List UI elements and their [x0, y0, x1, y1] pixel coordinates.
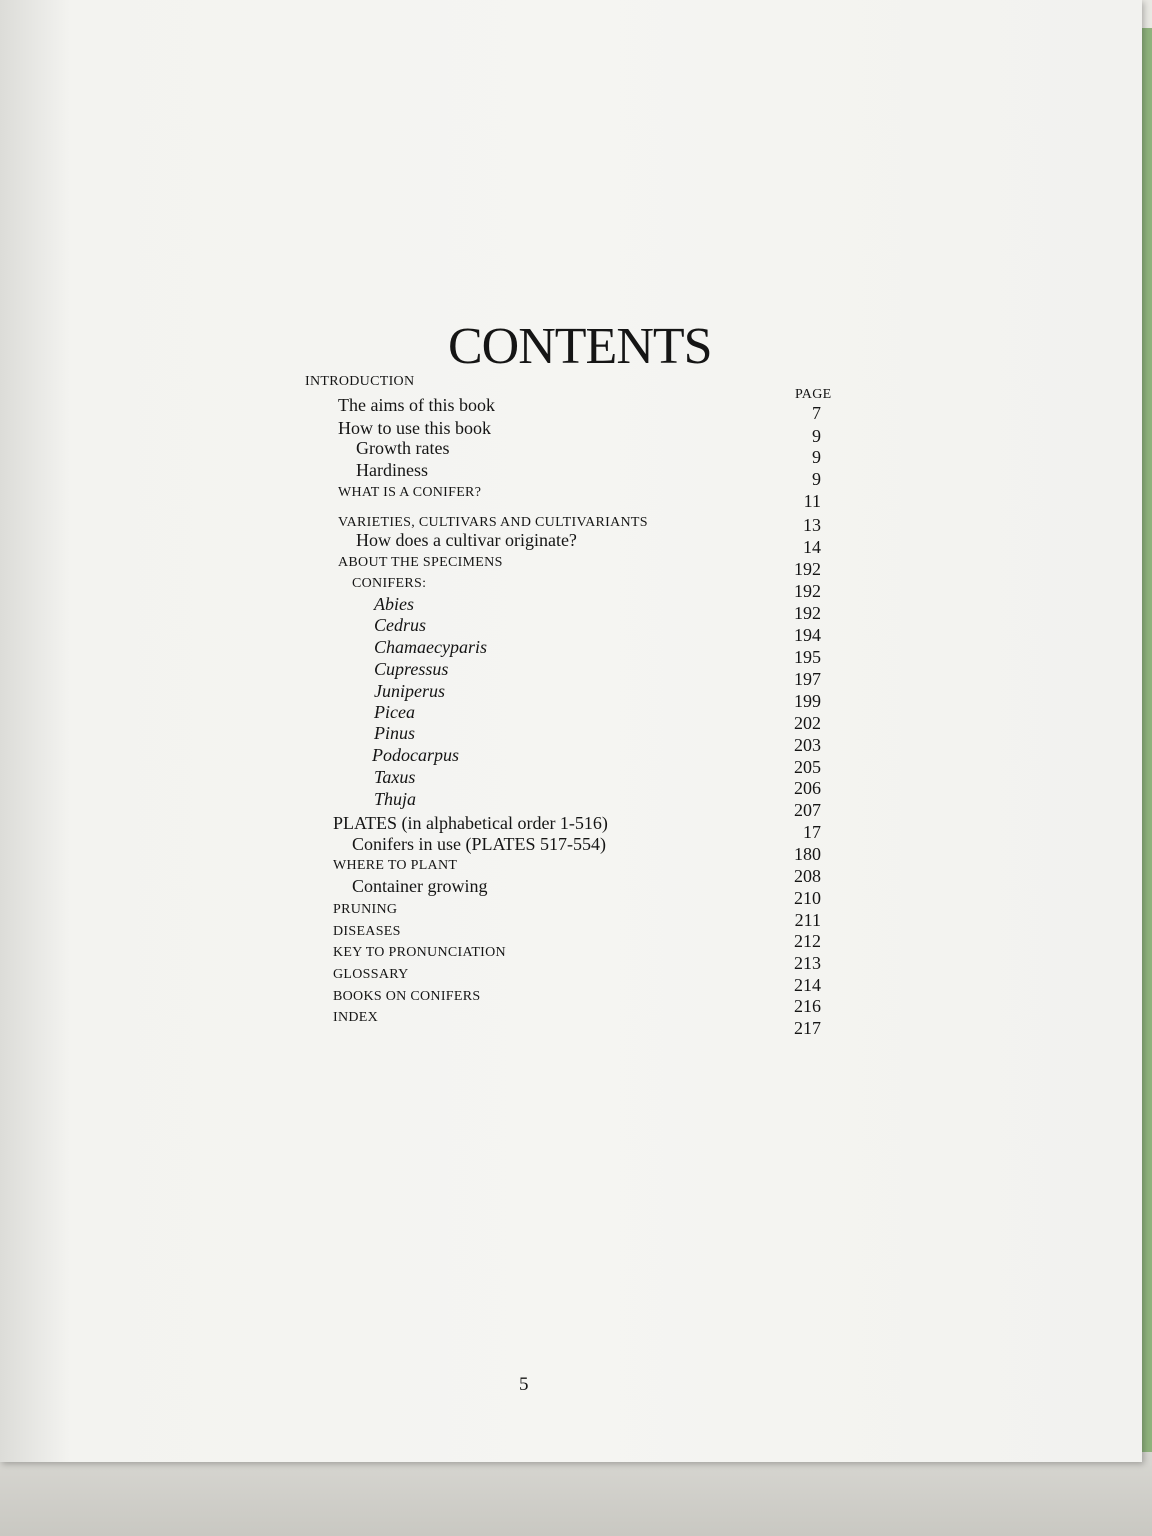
toc-entry-page: 194: [794, 625, 821, 645]
toc-entry-label: INTRODUCTION: [305, 374, 415, 389]
toc-entry-page: 180: [794, 844, 821, 864]
toc-entry-page: 9: [812, 426, 821, 446]
toc-entry-page: 9: [812, 447, 821, 467]
toc-entry-page: 195: [794, 647, 821, 667]
toc-entry-label: How does a cultivar originate?: [356, 530, 577, 550]
page-column-header: PAGE: [795, 387, 832, 402]
toc-entry-page: 11: [803, 491, 821, 511]
toc-entry-label: Podocarpus: [372, 745, 459, 765]
toc-entry-label: VARIETIES, CULTIVARS AND CULTIVARIANTS: [338, 515, 648, 530]
toc-entry-page: 211: [794, 910, 821, 930]
toc-entry-page: 14: [803, 537, 821, 557]
toc-entry-page: 214: [794, 975, 821, 995]
toc-entry-label: Hardiness: [356, 460, 428, 480]
toc-entry-label: The aims of this book: [338, 395, 495, 415]
page-number: 5: [519, 1374, 529, 1395]
toc-entry-page: 210: [794, 888, 821, 908]
toc-entry-page: 208: [794, 866, 821, 886]
toc-entry-label: Pinus: [374, 723, 416, 743]
toc-entry-page: 7: [812, 403, 821, 423]
toc-entry-page: 212: [794, 931, 821, 951]
toc-entry-page: 13: [803, 515, 821, 535]
book-cover-edge: [0, 1452, 1152, 1536]
toc-entry-label: Taxus: [374, 767, 416, 787]
toc-entry-page: 207: [794, 800, 821, 820]
toc-entry-label: CONIFERS:: [352, 576, 427, 591]
toc-entry-page: 9: [812, 469, 821, 489]
toc-entry-label: WHERE TO PLANT: [333, 858, 458, 873]
toc-entry-label: How to use this book: [338, 418, 491, 438]
toc-entry-page: 202: [794, 713, 821, 733]
toc-entry-page: 205: [794, 757, 821, 777]
toc-entry-label: ABOUT THE SPECIMENS: [338, 555, 503, 570]
toc-entry-label: Container growing: [352, 876, 488, 896]
toc-entry-label: Chamaecyparis: [374, 637, 487, 657]
toc-entry-page: 192: [794, 603, 821, 623]
toc-entry-label: GLOSSARY: [333, 967, 409, 982]
toc-entry-page: 206: [794, 778, 821, 798]
toc-entry-label: Thuja: [374, 789, 417, 809]
toc-entry-page: 216: [794, 996, 821, 1016]
toc-entry-label: PRUNING: [333, 902, 398, 917]
toc-entry-page: 217: [794, 1018, 821, 1038]
toc-entry-label: Conifers in use (PLATES 517-554): [352, 834, 606, 854]
toc-entry-label: Growth rates: [356, 438, 450, 458]
toc-entry-label: INDEX: [333, 1010, 379, 1025]
toc-entry-page: 203: [794, 735, 821, 755]
toc-entry-page: 192: [794, 559, 821, 579]
toc-entry-label: PLATES (in alphabetical order 1-516): [333, 813, 608, 833]
toc-entry-label: KEY TO PRONUNCIATION: [333, 945, 506, 960]
toc-entry-label: BOOKS ON CONIFERS: [333, 989, 481, 1004]
toc-entry-label: Juniperus: [374, 681, 445, 701]
toc-entry-page: 213: [794, 953, 821, 973]
toc-entry-label: Abies: [374, 594, 414, 614]
toc-entry-page: 192: [794, 581, 821, 601]
toc-entry-label: WHAT IS A CONIFER?: [338, 485, 482, 500]
toc-entry-page: 17: [803, 822, 821, 842]
toc-entry-label: DISEASES: [333, 924, 401, 939]
toc-entry-label: Cedrus: [374, 615, 427, 635]
toc-entry-page: 197: [794, 669, 821, 689]
toc-entry-page: 199: [794, 691, 821, 711]
toc-entry-label: Picea: [374, 702, 415, 722]
toc-entry-label: Cupressus: [374, 659, 449, 679]
page-title: CONTENTS: [448, 317, 712, 375]
